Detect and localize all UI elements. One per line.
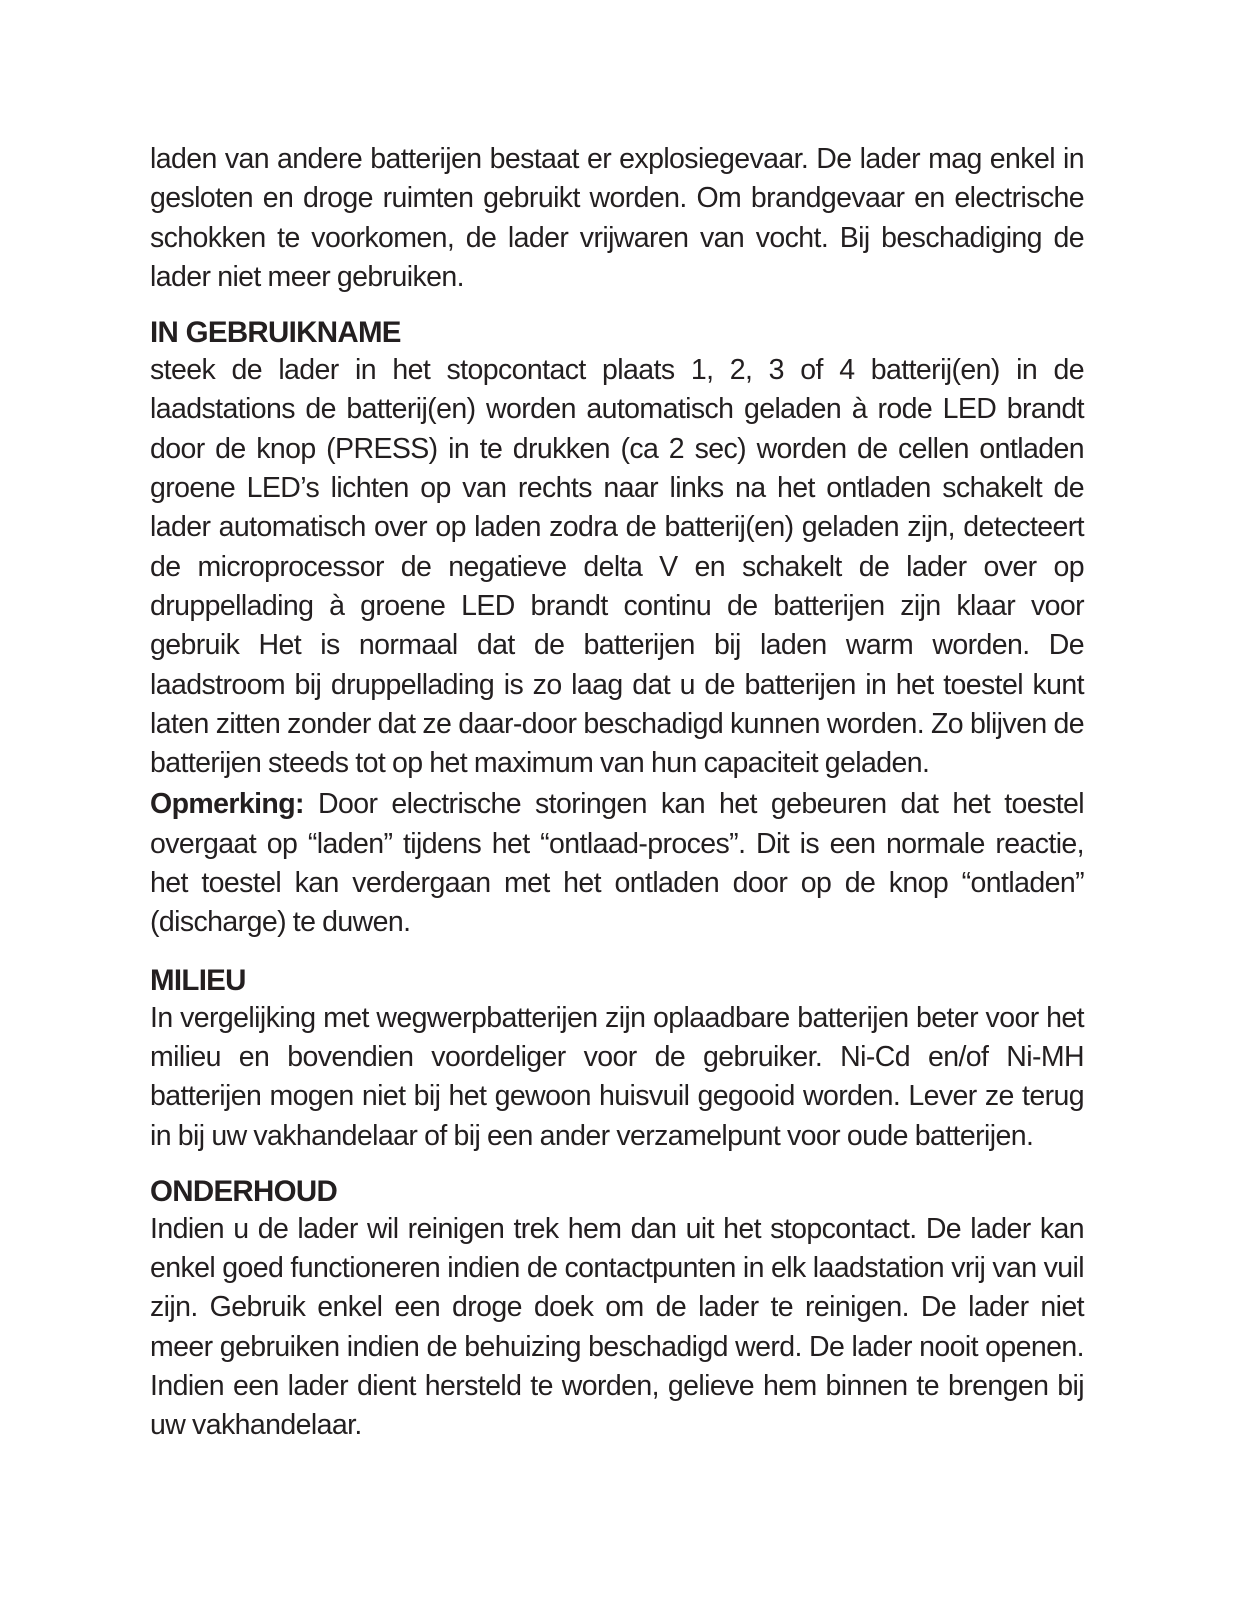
document-page [150,140,1084,1446]
opmerking-label: Opmerking: [150,788,304,821]
intro-paragraph: laden van andere batterijen bestaat er explosiegevaar. De lader mag enkel in gesloten en droge ruimten gebruikt worden. Om brandgevaar en electrische schokken te voorkomen, de lader vrijwaren van vocht. Bij beschadiging de lader niet meer gebruiken. [150,143,1084,293]
milieu-paragraph: In vergelijking met wegwerpbatterijen zijn oplaadbare batterijen beter voor het milieu en bovendien voordeliger voor de gebruiker. Ni-Cd en/of Ni-MH batterijen mogen niet bij het gewoon huisvuil gegooid worden. Lever ze terug in bij uw vakhandelaar of bij een ander verzamelpunt voor oude batterijen. [150,1001,1084,1152]
opmerking-paragraph [150,785,1084,942]
opmerking-text: Door electrische storingen kan het gebeuren dat het toestel overgaat op “laden” tijdens het “ontlaad-proces”. Dit is een normale reactie, het toestel kan verdergaan met het ontladen door op de knop “ontladen” (discharge) te duwen. [150,788,1084,939]
in-gebruikname-paragraph: steek de lader in het stopcontact plaats 1, 2, 3 of 4 batterij(en) in de laadstations de batterij(en) worden automatisch geladen à rode LED brandt door de knop (PRESS) in te drukken (ca 2 sec) worden de cellen ontladen groene LED’s lichten op van rechts naar links na het ontladen schakelt de lader automatisch over op laden zodra de batterij(en) geladen zijn, detecteert de microprocessor de negatieve delta V en schakelt de lader over op druppellading à groene LED brandt continu de batterijen zijn klaar voor gebruik Het is normaal dat de batterijen bij laden warm worden. De laadstroom bij druppellading is zo laag dat u de batterijen in het toestel kunt laten zitten zonder dat ze daar-door beschadigd kunnen worden. Zo blijven de batterijen steeds tot op het maximum van hun capaciteit geladen. [150,354,1084,780]
onderhoud-paragraph: Indien u de lader wil reinigen trek hem dan uit het stopcontact. De lader kan enkel goed functioneren indien de contactpunten in elk laadstation vrij van vuil zijn. Gebruik enkel een droge doek om de lader te reinigen. De lader niet meer gebruiken indien de behuizing beschadigd werd. De lader nooit openen. Indien een lader dient hersteld te worden, gelieve hem binnen te brengen bij uw vakhandelaar. [150,1212,1084,1442]
section-heading-onderhoud: ONDERHOUD [150,1174,338,1208]
section-heading-in-gebruikname: IN GEBRUIKNAME [150,316,401,350]
section-heading-milieu: MILIEU [150,963,246,997]
